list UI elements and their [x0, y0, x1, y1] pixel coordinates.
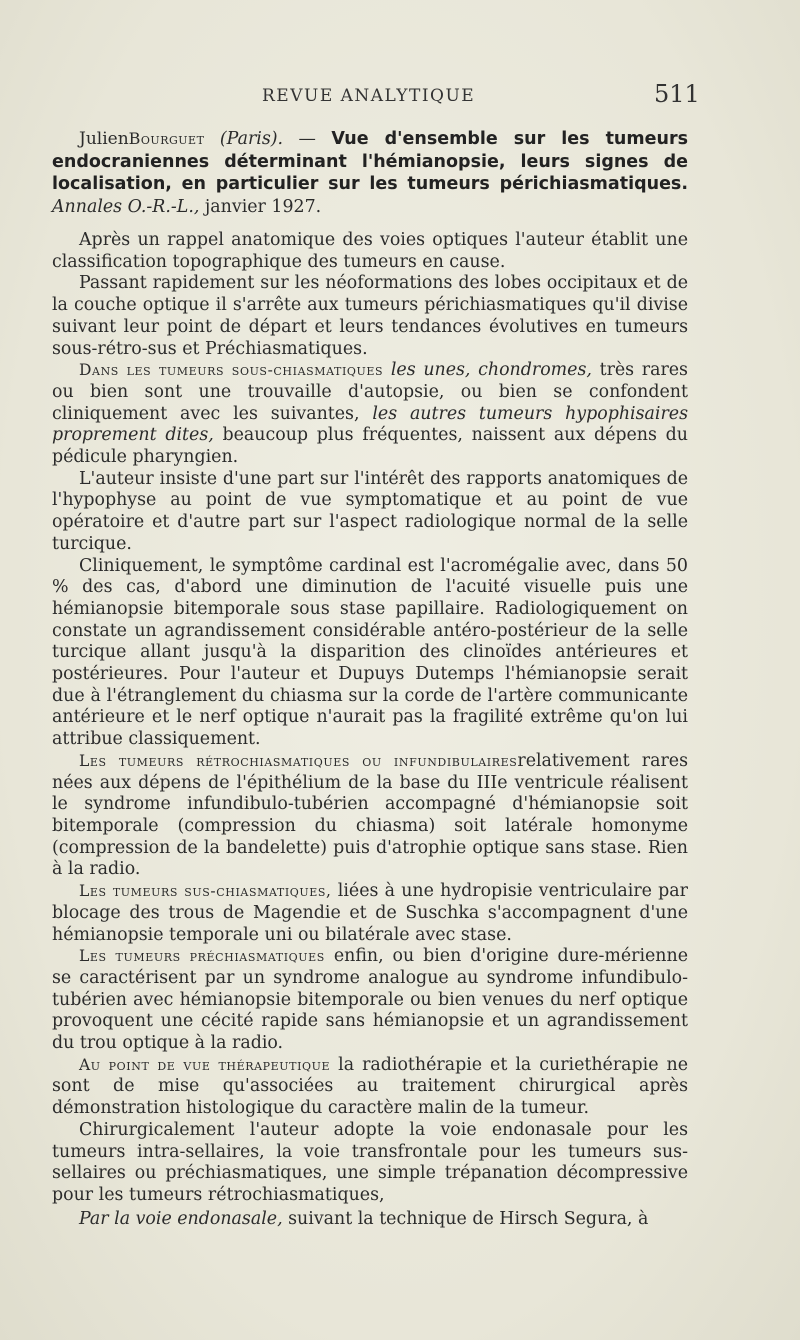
- paragraph: Passant rapidement sur les néoformations des lobes occipitaux et de la couche optique il s'arrête aux tumeurs périchiasmatiques qu'il divise suivant leur point de départ et leurs tendances évolutives en tumeurs sous-rétro-sus et Préchiasmatiques.: [52, 273, 688, 359]
- paragraph-text: relativement rares nées aux dépens de l'épithélium de la base du IIIe ventricule réalisent le syndrome infundibulo-tubérien accompagné d'hémianopsie soit bitemporale (compression du chiasma) soit latérale homonyme (compression de la bandelette) puis d'atrophie optique sans stase. Rien à la radio.: [52, 750, 688, 880]
- section-lead: Au point de vue thérapeutique: [79, 1055, 331, 1074]
- publication-date: janvier 1927.: [199, 196, 322, 217]
- paragraph-text: liées à une hydropisie ventriculaire par blocage des trous de Magendie et de Suschka s'accompagnent d'une hémianopsie temporale uni ou bilatérale avec stase.: [52, 881, 688, 945]
- paragraph: [52, 1055, 688, 1120]
- section-lead: Dans les tumeurs sous-chiasmatiques: [79, 361, 384, 380]
- author-first-name: Julien: [79, 129, 129, 149]
- section-lead: Les tumeurs rétrochiasmatiques ou infundibulaires: [79, 751, 518, 770]
- paragraph-text: enfin, ou bien d'origine dure-mérienne se caractérisent par un syndrome analogue au syndrome infundibulo-tubérien avec hémianopsie bitemporale ou bien venues du nerf optique provoquent une cécité rapide sans hémianopsie et un agrandissement du trou optique à la radio.: [52, 946, 688, 1054]
- section-lead: Les tumeurs sus-chiasmatiques,: [79, 882, 332, 901]
- paragraph: [52, 360, 688, 469]
- paragraph: L'auteur insiste d'une part sur l'intérêt des rapports anatomiques de l'hypophyse au point de vue symptomatique et au point de vue opératoire et d'autre part sur l'aspect radiologique normal de la selle turcique.: [52, 468, 688, 554]
- author-last-name: Bourguet: [128, 129, 205, 148]
- paragraph-text: très rares ou bien sont une trouvaille d'autopsie, ou bien se confondent cliniquement avec les suivantes,: [52, 360, 688, 424]
- author-place: (Paris).: [219, 129, 284, 149]
- paragraph: Après un rappel anatomique des voies optiques l'auteur établit une classification topographique des tumeurs en cause.: [52, 230, 688, 272]
- paragraph: Chirurgicalement l'auteur adopte la voie endonasale pour les tumeurs intra-sellaires, la voie transfrontale pour les tumeurs sus-sellaires ou préchiasmatiques, une simple trépanation décompressive pour les tumeurs rétrochiasmatiques,: [52, 1119, 688, 1205]
- paragraph: [52, 946, 688, 1055]
- citation-dash: —: [283, 129, 332, 149]
- page-header: [0, 80, 800, 114]
- article-body: [52, 128, 688, 1230]
- italic-text: les autres tumeurs hypophisaires proprement dites,: [52, 403, 688, 446]
- paragraph: [52, 1209, 688, 1231]
- paragraph-text: suivant la technique de Hirsch Segura, à: [282, 1208, 649, 1229]
- paragraph: Cliniquement, le symptôme cardinal est l'acromégalie avec, dans 50 % des cas, d'abord une diminution de l'acuité visuelle puis une hémianopsie bitemporale sous stase papillaire. Radiologiquement on constate un agrandissement considérable antéro-postérieur de la selle turcique allant jusqu'à la disparition des clinoïdes antérieures et postérieures. Pour l'auteur et Dupuys Dutemps l'hémianopsie serait due à l'étranglement du chiasma sur la corde de l'artère communicante antérieure et le nerf optique n'aurait pas la fragilité extrême qu'on lui attribue classiquement.: [52, 555, 688, 750]
- citation: [52, 128, 688, 218]
- italic-text: les unes, chondromes,: [383, 360, 592, 381]
- paragraph: [52, 881, 688, 946]
- paragraph-text: beaucoup plus fréquentes, naissent aux dépens du pédicule pharyngien.: [52, 425, 688, 468]
- page-number: 511: [654, 80, 700, 108]
- paragraph: [52, 751, 688, 881]
- paragraph-text: la radiothérapie et la curiethérapie ne sont de mise qu'associées au traitement chirurgical après démonstration histologique du caractère malin de la tumeur.: [52, 1054, 688, 1119]
- journal-name: Annales O.-R.-L.,: [52, 196, 200, 217]
- article-title: Vue d'ensemble sur les tumeurs endocraniennes déterminant l'hémianopsie, leurs signes de localisation, en particulier sur les tumeurs périchiasmatiques.: [52, 129, 689, 194]
- running-head: REVUE ANALYTIQUE: [262, 86, 476, 106]
- italic-text: Par la voie endonasale,: [79, 1208, 283, 1229]
- section-lead: Les tumeurs préchiasmatiques: [79, 947, 325, 966]
